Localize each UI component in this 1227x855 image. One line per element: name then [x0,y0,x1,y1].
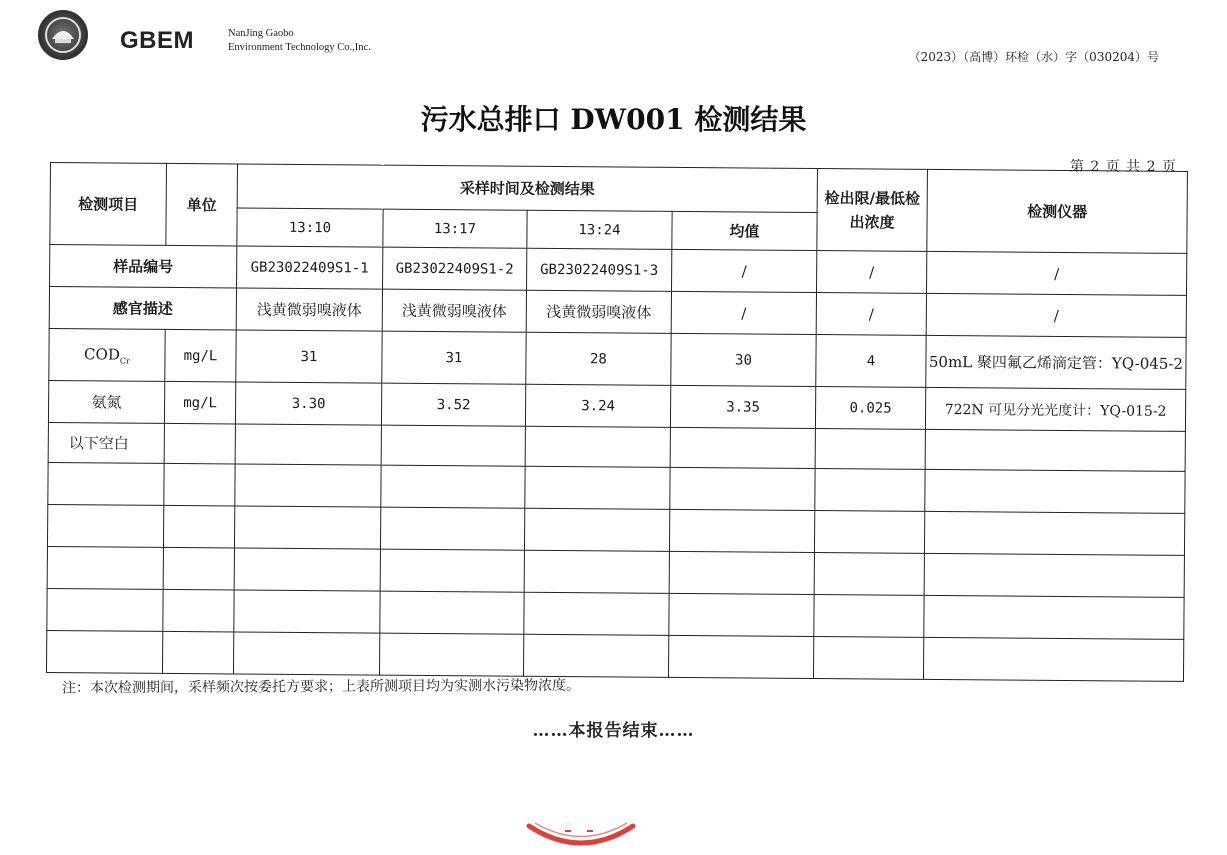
blank-cell [813,637,923,680]
blank-cell [815,429,925,470]
blank-cell [234,590,380,633]
sample-id-cell: GB23022409S1-2 [383,247,527,290]
header-instrument: 检测仪器 [927,169,1188,253]
header-time-3: 13:24 [527,210,672,249]
blank-cell [381,465,525,508]
blank-cell [234,506,380,549]
limit-cell: / [816,293,926,336]
limit-cell: / [817,251,927,294]
red-stamp-icon [525,820,637,850]
row-label-ammonia: 氨氮 [48,380,164,423]
blank-cell [380,507,524,550]
header-average: 均值 [672,211,817,250]
blank-cell [524,550,669,593]
page-indicator: 第 2 页 共 2 页 [1069,159,1177,175]
row-label-sensory: 感官描述 [49,287,236,330]
blank-cell [379,633,523,676]
company-name [228,27,371,55]
header-item: 检测项目 [50,163,167,246]
blank-cell [47,588,163,631]
blank-cell [668,635,813,678]
average-cell: 3.35 [670,385,815,428]
blank-cell [381,425,525,466]
value-cell: 3.52 [381,383,525,426]
instrument-cell: 722N 可见分光光度计：YQ-015-2 [925,387,1185,431]
blank-cell [814,595,924,638]
sensory-cell: 浅黄微弱嗅液体 [236,288,382,331]
company-name-line1: NanJing Gaobo [228,28,294,39]
unit-cell: mg/L [164,381,235,424]
header-unit: 单位 [166,163,238,246]
instrument-cell: 50mL 聚四氟乙烯滴定管：YQ-045-2 [926,335,1186,389]
blank-cell [923,637,1183,681]
value-cell: 31 [382,331,526,384]
row-label-cod [49,328,165,381]
blank-cell [814,553,924,596]
results-table [46,162,1188,682]
report-number: （2023）（高博）环检（水）字（030204）号 [908,50,1159,64]
blank-cell [524,592,669,635]
blank-cell [163,589,234,632]
row-label-sample-id: 样品编号 [50,245,237,288]
blank-cell [47,504,163,547]
blank-cell [163,505,234,548]
table-row [49,328,1186,389]
sensory-cell: 浅黄微弱嗅液体 [526,290,671,333]
blank-cell [925,429,1185,471]
company-logo-icon [38,10,88,60]
limit-cell: 0.025 [815,387,925,430]
cod-subscript: Cr [119,356,130,366]
brand-name: GBEM [120,27,194,54]
table-row [46,630,1183,681]
blank-cell [162,631,233,674]
blank-cell [669,551,814,594]
blank-cell [46,630,162,673]
blank-cell [164,463,235,506]
blank-cell [380,549,524,592]
value-cell: 31 [236,330,382,383]
company-name-line2: Environment Technology Co.,Inc. [228,42,371,53]
header-detection-limit: 检出限/最低检出浓度 [817,169,928,252]
blank-cell [380,591,524,634]
blank-cell [670,427,815,468]
limit-cell: 4 [816,335,926,388]
value-cell: 3.24 [525,384,670,427]
instrument-cell: / [927,251,1187,295]
sample-id-cell: GB23022409S1-1 [237,246,383,289]
blank-cell [235,424,381,465]
value-cell: 3.30 [235,382,381,425]
blank-cell [815,469,925,512]
blank-cell [924,595,1184,639]
sample-id-cell: GB23022409S1-3 [527,248,672,291]
blank-cell [525,466,670,509]
blank-cell [925,469,1185,513]
unit-cell: mg/L [165,329,236,382]
blank-cell [669,509,814,552]
header-sampling-group: 采样时间及检测结果 [237,164,817,213]
blank-cell [163,547,234,590]
header-time-1: 13:10 [237,208,383,247]
blank-cell [233,632,379,675]
blank-cell [164,423,235,464]
header-time-2: 13:17 [383,209,527,248]
blank-cell [814,511,924,554]
blank-cell [669,593,814,636]
average-cell: / [672,249,817,292]
footnote: 注：本次检测期间，采样频次按委托方要求；上表所测项目均为实测水污染物浓度。 [61,677,581,697]
cod-label: COD [84,344,120,364]
blank-cell [924,553,1184,597]
blank-cell [47,546,163,589]
sensory-cell: 浅黄微弱嗅液体 [382,289,526,332]
blank-cell [524,508,669,551]
instrument-cell: / [926,293,1186,337]
blank-cell [523,634,668,677]
blank-cell [48,462,164,505]
blank-cell [670,467,815,510]
blank-cell [234,548,380,591]
average-cell: 30 [671,333,816,386]
value-cell: 28 [526,332,671,385]
blank-cell [235,464,381,507]
blank-cell [525,426,670,467]
blank-cell [924,511,1184,555]
blank-label: 以下空白 [48,422,164,463]
average-cell: / [671,291,816,334]
page-title: 污水总排口 DW001 检测结果 [420,103,807,136]
report-end-marker: ……本报告结束…… [532,721,695,741]
